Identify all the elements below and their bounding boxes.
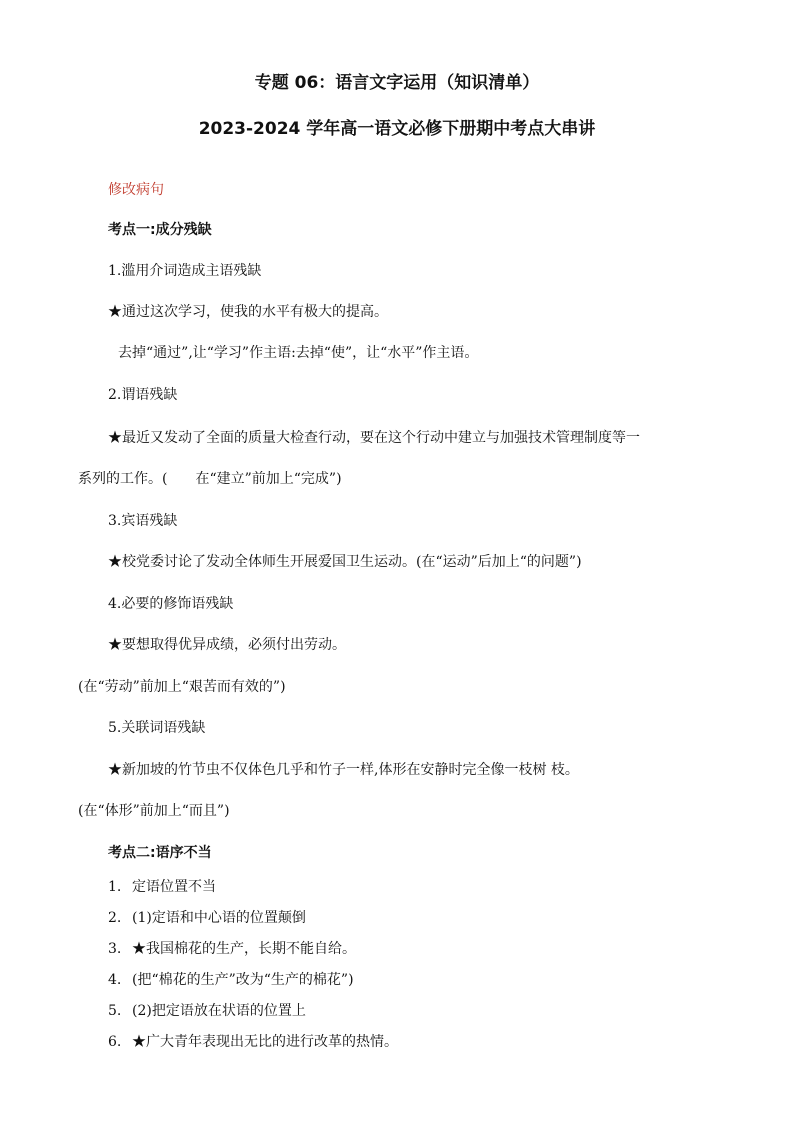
list-item-text: (把“棉花的生产”改为“生产的棉花”) <box>132 972 354 988</box>
list-item-text: (2)把定语放在状语的位置上 <box>132 1003 306 1019</box>
sub5-title: 5.关联词语残缺 <box>108 720 206 736</box>
point2-heading: 考点二:语序不当 <box>108 845 212 861</box>
list-item-text: (1)定语和中心语的位置颠倒 <box>132 910 306 926</box>
list-item <box>108 970 354 990</box>
list-item <box>108 1032 398 1052</box>
list-item-text: ★广大青年表现出无比的进行改革的热情。 <box>132 1034 398 1050</box>
list-item-number: 6. <box>108 1034 122 1050</box>
list-item-text: 定语位置不当 <box>132 879 216 895</box>
list-item-number: 1. <box>108 879 122 895</box>
list-item-number: 2. <box>108 910 122 926</box>
sub1-fix: 去掉“通过”,让“学习”作主语:去掉“使”，让“水平”作主语。 <box>118 345 479 361</box>
list-item-number: 3. <box>108 941 122 957</box>
sub4-title: 4.必要的修饰语残缺 <box>108 596 234 612</box>
sub4-fix: (在“劳动”前加上“艰苦而有效的”) <box>78 679 286 695</box>
list-item-text: ★我国棉花的生产，长期不能自给。 <box>132 941 356 957</box>
list-item-number: 4. <box>108 972 122 988</box>
sub2-title: 2.谓语残缺 <box>108 387 178 403</box>
sub5-example: ★新加坡的竹节虫不仅体色几乎和竹子一样,体形在安静时完全像一枝树 枝。 <box>108 762 579 778</box>
list-item <box>108 1001 306 1021</box>
sub2-example-line1: ★最近又发动了全面的质量大检查行动，要在这个行动中建立与加强技术管理制度等一 <box>108 430 640 446</box>
document-title: 专题 06：语言文字运用（知识清单） <box>254 73 540 93</box>
sub1-title: 1.滥用介词造成主语残缺 <box>108 263 262 279</box>
list-item <box>108 877 216 897</box>
sub2-example-line2: 系列的工作。( 在“建立”前加上“完成”) <box>78 471 342 487</box>
point1-heading: 考点一:成分残缺 <box>108 222 212 238</box>
document-subtitle: 2023-2024 学年高一语文必修下册期中考点大串讲 <box>198 119 596 139</box>
sub3-example: ★校党委讨论了发动全体师生开展爱国卫生运动。(在“运动”后加上“的问题”) <box>108 554 582 570</box>
sub5-fix: (在“体形”前加上“而且”) <box>78 803 230 819</box>
sub4-example: ★要想取得优异成绩，必须付出劳动。 <box>108 637 346 653</box>
list-item <box>108 939 356 959</box>
section-heading: 修改病句 <box>108 182 164 198</box>
list-item-number: 5. <box>108 1003 122 1019</box>
sub3-title: 3.宾语残缺 <box>108 513 178 529</box>
list-item <box>108 908 306 928</box>
sub1-example: ★通过这次学习，使我的水平有极大的提高。 <box>108 304 388 320</box>
